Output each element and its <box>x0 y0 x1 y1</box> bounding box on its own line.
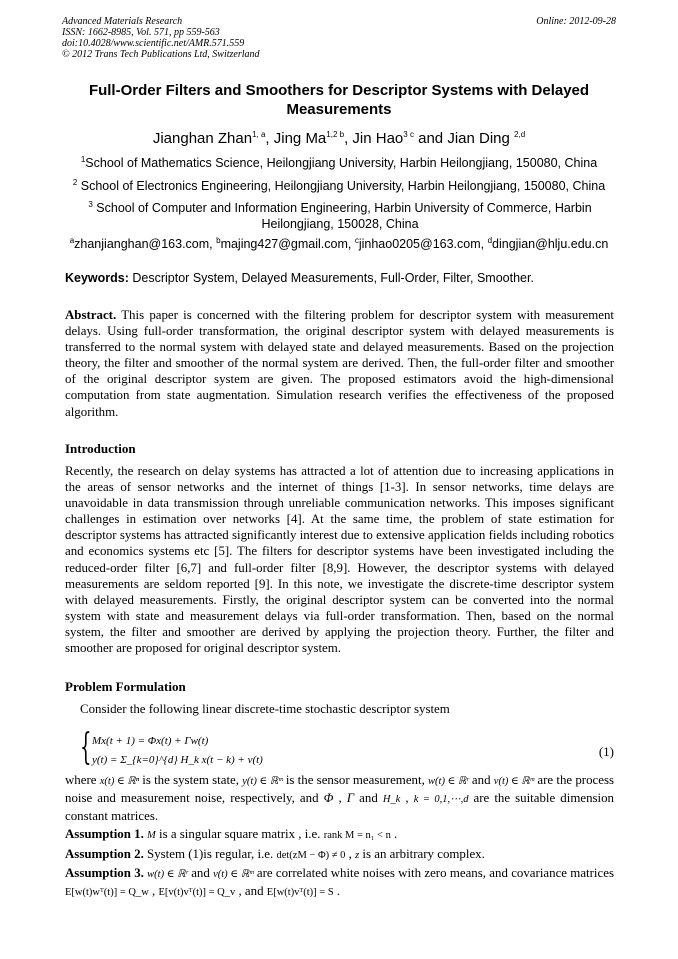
author-name: Jianghan Zhan <box>152 130 253 147</box>
assumption-3: Assumption 3. w(t) ∈ ℝʳ and v(t) ∈ ℝᵐ are correlated white noises with zero means, and covariance matrices E[w(t)wᵀ(t)] = Q_w , E[v(t)vᵀ(t)] = Q_v , and E[w(t)vᵀ(t)] = S . <box>65 866 614 899</box>
assumption-1: Assumption 1. M is a singular square matrix , i.e. rank M = n₁ < n . <box>65 827 398 841</box>
email-list: $^a$zhanjianghan@163.com, $^b$majing427@gmail.com, $^c$jinhao0205@163.com, $^d$dingjian@hlju.edu.cn <box>69 235 609 251</box>
affiliation-2: $^2$ School of Electronics Engineering, Heilongjiang University, Harbin Heilongjiang, 150080, China <box>72 177 606 193</box>
journal-name: Advanced Materials Research <box>62 16 183 27</box>
equation-line-1: Mx(t + 1) = Φx(t) + Γw(t) <box>92 735 209 747</box>
equation-number: (1) <box>598 744 614 759</box>
author-name: , Jin Hao <box>344 130 404 147</box>
copyright-line: © 2012 Trans Tech Publications Ltd, Switzerland <box>62 49 260 60</box>
affiliation-1: $^1$School of Mathematics Science, Heilongjiang University, Harbin Heilongjiang, 150080, China <box>80 154 598 170</box>
problem-intro: Consider the following linear discrete-time stochastic descriptor system <box>80 702 450 716</box>
abstract-label: Abstract. <box>65 308 117 322</box>
issn-line: ISSN: 1662-8985, Vol. 571, pp 559-563 <box>62 27 220 38</box>
email-link[interactable]: dingjian@hlju.edu.cn <box>492 237 609 251</box>
introduction-text: Recently, the research on delay systems has attracted a lot of attention due to increasing applications in the areas of sensor networks and the internet of things [1-3]. In sensor networks, time delays are unavoidable in data transmission through unreliable communication networks. This imposes significant challenges in estimation over networks [4]. At the same time, the problem of state estimation for descriptor systems has attracted significantly interest due to extensive application fields including robotics and economics systems etc [5]. The filters for descriptor systems have been investigated including the reduced-order filter [6,7] and full-order filter [8,9]. However, the descriptor systems with delayed measurements are seldom reported [9]. In this note, we investigate the discrete-time descriptor system with delayed measurements. Firstly, the original descriptor system can be converted into the normal system with state and measurement delays via full-order transformation. Then, based on the normal system, the filter and smoother are derived by applying the projection theory. Further, the filter and smoother are proposed for original descriptor system. <box>65 464 614 656</box>
keywords-label: Keywords: <box>65 271 129 285</box>
email-link[interactable]: zhanjianghan@163.com, <box>74 237 217 251</box>
section-heading-problem: Problem Formulation <box>65 679 186 694</box>
author-name: and Jian Ding <box>413 130 515 147</box>
where-paragraph: where x(t) ∈ ℝⁿ is the system state, y(t) ∈ ℝᵐ is the sensor measurement, w(t) ∈ ℝʳ and v(t) ∈ ℝᵐ are the process noise and measurement noise, respectively, and Φ , Γ and H_k , k = 0,1,⋯,d are the suitable dimension constant matrices. <box>65 773 615 824</box>
doi-line: doi:10.4028/www.scientific.net/AMR.571.559 <box>62 38 245 49</box>
paper-title: Full-Order Filters and Smoothers for Descriptor Systems with Delayed Measurements <box>88 82 590 118</box>
assumption-2: Assumption 2. System (1)is regular, i.e. det(zM − Φ) ≠ 0 , z is an arbitrary complex. <box>65 847 485 861</box>
equation-brace: { <box>80 727 92 768</box>
section-heading-introduction: Introduction <box>65 441 136 456</box>
equation-line-2: y(t) = Σ_{k=0}^{d} H_k x(t − k) + v(t) <box>92 754 263 766</box>
author-name: , Jing Ma <box>265 130 327 147</box>
affiliation-3: $^3$ School of Computer and Information Engineering, Harbin University of Commerce, Harbin Heilongjiang, 150028, China <box>88 199 592 231</box>
journal-header <box>62 16 616 60</box>
email-link[interactable]: majing427@gmail.com, <box>220 237 355 251</box>
abstract-text: This paper is concerned with the filtering problem for descriptor system with measurement delays. Using full-order transformation, the original descriptor system with delayed measurements is transferred to the normal system with delayed state and delayed measurements. Based on the projection theory, the filter and smoother of the normal system are derived. Then, the full-order filter and smoother of the original descriptor system are given. The proposed estimators avoid the high-dimensional computation from state augmentation. Simulation research verifies the effectiveness of the proposed algorithm. <box>65 308 614 419</box>
keywords-text: Descriptor System, Delayed Measurements, Full-Order, Filter, Smoother. <box>132 271 534 285</box>
email-link[interactable]: jinhao0205@163.com, <box>358 237 488 251</box>
equation-1 <box>80 727 614 772</box>
author-list: Jianghan Zhan$^{1, a}$, Jing $Ma^{1,2 b}$, Jin Hao$^{3 c}$ and Jian Ding $^{2,d}$ <box>152 130 526 147</box>
online-date: Online: 2012-09-28 <box>536 16 616 27</box>
keywords <box>65 270 615 286</box>
abstract <box>65 307 614 420</box>
